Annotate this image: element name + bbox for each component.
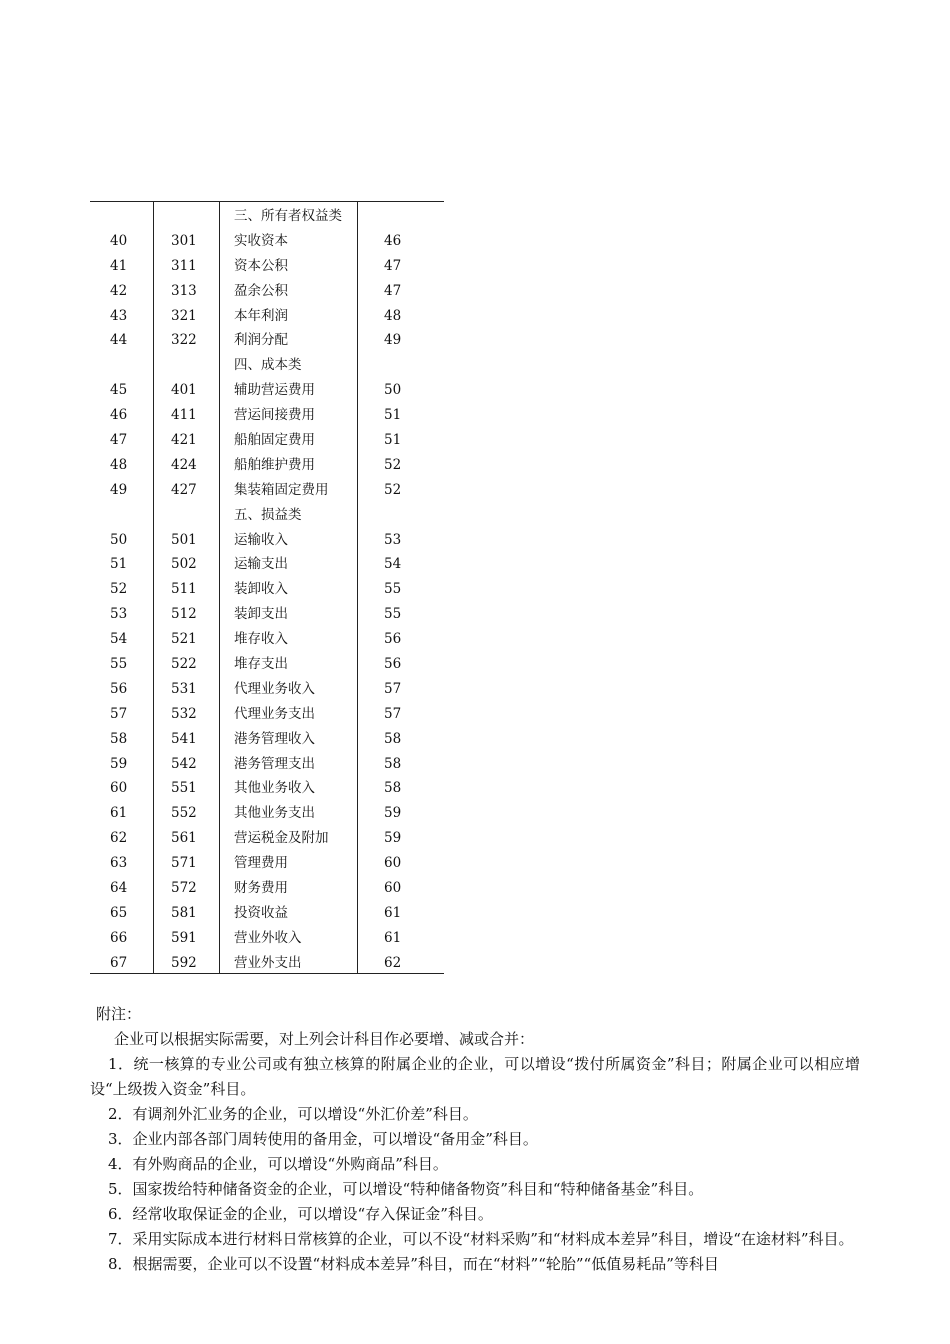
account-code-cell: 542	[171, 755, 197, 772]
table-row	[90, 951, 444, 976]
account-seq-cell: 64	[110, 880, 128, 897]
account-seq-cell: 67	[110, 954, 128, 971]
account-seq-cell: 62	[110, 830, 128, 847]
table-row	[90, 378, 444, 403]
account-seq-cell: 55	[110, 656, 128, 673]
account-name-cell: 投资收益	[234, 904, 288, 921]
page-number-cell: 57	[384, 705, 402, 722]
page-number-cell: 47	[384, 257, 402, 274]
table-row	[90, 254, 444, 279]
table-row	[90, 752, 444, 777]
account-name-cell: 船舶固定费用	[234, 432, 315, 449]
table-row	[90, 304, 444, 329]
account-seq-cell: 49	[110, 481, 128, 498]
account-name-cell: 运输收入	[234, 531, 288, 548]
account-code-cell: 424	[171, 456, 197, 473]
table-row	[90, 353, 444, 378]
account-seq-cell: 47	[110, 432, 128, 449]
account-seq-cell: 43	[110, 307, 128, 324]
table-row	[90, 702, 444, 727]
account-name-cell: 其他业务收入	[234, 780, 315, 797]
account-code-cell: 301	[171, 232, 197, 249]
account-seq-cell: 41	[110, 257, 128, 274]
notes-section	[90, 1002, 860, 1277]
account-name-cell: 三、所有者权益类	[234, 208, 342, 224]
account-code-cell: 321	[171, 307, 197, 324]
note-item: 5．国家拨给特种储备资金的企业，可以增设“特种储备物资”科目和“特种储备基金”科目。	[108, 1180, 704, 1198]
account-seq-cell: 44	[110, 332, 128, 349]
account-code-cell: 552	[171, 805, 197, 822]
account-code-cell: 561	[171, 830, 197, 847]
account-seq-cell: 42	[110, 282, 128, 299]
account-seq-cell: 65	[110, 904, 128, 921]
note-item: 8．根据需要，企业可以不设置“材料成本差异”科目，而在“材料”“轮胎”“低值易耗品”等科目	[108, 1255, 719, 1273]
account-code-cell: 551	[171, 780, 197, 797]
notes-intro: 企业可以根据实际需要，对上列会计科目作必要增、减或合并：	[114, 1030, 535, 1048]
page-number-cell: 53	[384, 531, 402, 548]
page-number-cell: 56	[384, 656, 402, 673]
account-seq-cell: 51	[110, 556, 128, 573]
table-body	[90, 204, 444, 976]
page-number-cell: 56	[384, 631, 402, 648]
table-row	[90, 577, 444, 602]
table-row	[90, 876, 444, 901]
table-row	[90, 727, 444, 752]
table-row	[90, 503, 444, 528]
account-name-cell: 利润分配	[234, 332, 288, 349]
account-code-cell: 521	[171, 631, 197, 648]
account-code-cell: 572	[171, 880, 197, 897]
account-name-cell: 代理业务支出	[234, 705, 315, 722]
account-seq-cell: 53	[110, 606, 128, 623]
account-code-cell: 427	[171, 481, 197, 498]
page-number-cell: 58	[384, 755, 402, 772]
account-name-cell: 四、成本类	[234, 357, 302, 374]
page-number-cell: 46	[384, 232, 402, 249]
account-code-cell: 511	[171, 581, 197, 598]
note-item: 4．有外购商品的企业，可以增设“外购商品”科目。	[108, 1155, 448, 1173]
page-number-cell: 49	[384, 332, 402, 349]
table-row	[90, 776, 444, 801]
table-row	[90, 652, 444, 677]
account-name-cell: 资本公积	[234, 257, 288, 274]
table-row	[90, 279, 444, 304]
table-row	[90, 403, 444, 428]
account-name-cell: 船舶维护费用	[234, 456, 315, 473]
table-row	[90, 901, 444, 926]
table-row	[90, 478, 444, 503]
account-name-cell: 营运间接费用	[234, 407, 315, 424]
note-item: 7．采用实际成本进行材料日常核算的企业，可以不设“材料采购”和“材料成本差异”科目，增设“在途材料”科目。	[108, 1230, 854, 1248]
account-name-cell: 港务管理支出	[234, 755, 315, 772]
table-top-border	[90, 201, 444, 202]
page-number-cell: 59	[384, 805, 402, 822]
account-name-cell: 运输支出	[234, 556, 288, 573]
account-code-cell: 571	[171, 855, 197, 872]
account-name-cell: 盈余公积	[234, 282, 288, 299]
account-name-cell: 堆存支出	[234, 656, 288, 673]
account-seq-cell: 63	[110, 855, 128, 872]
table-row	[90, 602, 444, 627]
account-seq-cell: 56	[110, 680, 128, 697]
account-name-cell: 辅助营运费用	[234, 382, 315, 399]
note-item: 6．经常收取保证金的企业，可以增设“存入保证金”科目。	[108, 1205, 493, 1223]
accounts-table	[90, 201, 444, 974]
account-name-cell: 港务管理收入	[234, 730, 315, 747]
account-name-cell: 管理费用	[234, 855, 288, 872]
account-code-cell: 502	[171, 556, 197, 573]
account-name-cell: 营业外收入	[234, 929, 302, 946]
account-seq-cell: 50	[110, 531, 128, 548]
account-name-cell: 本年利润	[234, 307, 288, 324]
account-code-cell: 591	[171, 929, 197, 946]
account-name-cell: 财务费用	[234, 880, 288, 897]
account-name-cell: 营运税金及附加	[234, 830, 329, 847]
account-seq-cell: 61	[110, 805, 128, 822]
account-seq-cell: 60	[110, 780, 128, 797]
page-number-cell: 50	[384, 382, 402, 399]
note-item: 3．企业内部各部门周转使用的备用金，可以增设“备用金”科目。	[108, 1130, 538, 1148]
account-code-cell: 322	[171, 332, 197, 349]
account-code-cell: 311	[171, 257, 197, 274]
account-name-cell: 集装箱固定费用	[234, 481, 329, 498]
notes-heading: 附注：	[96, 1005, 142, 1023]
page-number-cell: 58	[384, 730, 402, 747]
account-name-cell: 装卸支出	[234, 606, 288, 623]
page-number-cell: 57	[384, 680, 402, 697]
note-item: 2．有调剂外汇业务的企业，可以增设“外汇价差”科目。	[108, 1105, 478, 1123]
account-name-cell: 五、损益类	[234, 506, 302, 523]
table-row	[90, 229, 444, 254]
account-code-cell: 512	[171, 606, 197, 623]
account-code-cell: 421	[171, 432, 197, 449]
page-number-cell: 61	[384, 929, 402, 946]
account-code-cell: 522	[171, 656, 197, 673]
account-code-cell: 541	[171, 730, 197, 747]
account-seq-cell: 40	[110, 232, 128, 249]
page-number-cell: 58	[384, 780, 402, 797]
table-row	[90, 677, 444, 702]
account-seq-cell: 66	[110, 929, 128, 946]
page-number-cell: 59	[384, 830, 402, 847]
page-number-cell: 51	[384, 407, 402, 424]
page-number-cell: 47	[384, 282, 402, 299]
account-name-cell: 代理业务收入	[234, 680, 315, 697]
account-code-cell: 401	[171, 382, 197, 399]
account-seq-cell: 54	[110, 631, 128, 648]
account-code-cell: 531	[171, 680, 197, 697]
page-number-cell: 48	[384, 307, 402, 324]
page-number-cell: 54	[384, 556, 402, 573]
table-row	[90, 552, 444, 577]
account-name-cell: 装卸收入	[234, 581, 288, 598]
table-row	[90, 328, 444, 353]
page-number-cell: 51	[384, 432, 402, 449]
account-seq-cell: 45	[110, 382, 128, 399]
account-code-cell: 501	[171, 531, 197, 548]
page-number-cell: 52	[384, 481, 402, 498]
note-item: 1．统一核算的专业公司或有独立核算的附属企业的企业，可以增设“拨付所属资金”科目；附属企业可以相应增设“上级拨入资金”科目。	[90, 1055, 860, 1098]
account-code-cell: 313	[171, 282, 197, 299]
account-code-cell: 411	[171, 407, 197, 424]
account-name-cell: 其他业务支出	[234, 805, 315, 822]
page-number-cell: 61	[384, 904, 402, 921]
table-row	[90, 453, 444, 478]
account-seq-cell: 58	[110, 730, 128, 747]
account-code-cell: 581	[171, 904, 197, 921]
page-number-cell: 52	[384, 456, 402, 473]
table-row	[90, 428, 444, 453]
account-name-cell: 营业外支出	[234, 954, 302, 971]
account-name-cell: 实收资本	[234, 232, 288, 249]
page-number-cell: 60	[384, 880, 402, 897]
account-seq-cell: 59	[110, 755, 128, 772]
page-number-cell: 55	[384, 581, 402, 598]
notes-list	[90, 1052, 860, 1277]
table-row	[90, 926, 444, 951]
table-row	[90, 204, 444, 229]
page-number-cell: 60	[384, 855, 402, 872]
table-row	[90, 801, 444, 826]
account-code-cell: 532	[171, 705, 197, 722]
account-seq-cell: 46	[110, 407, 128, 424]
account-seq-cell: 48	[110, 456, 128, 473]
account-seq-cell: 52	[110, 581, 128, 598]
table-row	[90, 528, 444, 553]
table-row	[90, 826, 444, 851]
page-number-cell: 62	[384, 954, 402, 971]
account-code-cell: 592	[171, 954, 197, 971]
table-row	[90, 851, 444, 876]
account-seq-cell: 57	[110, 705, 128, 722]
table-row	[90, 627, 444, 652]
page-number-cell: 55	[384, 606, 402, 623]
account-name-cell: 堆存收入	[234, 631, 288, 648]
